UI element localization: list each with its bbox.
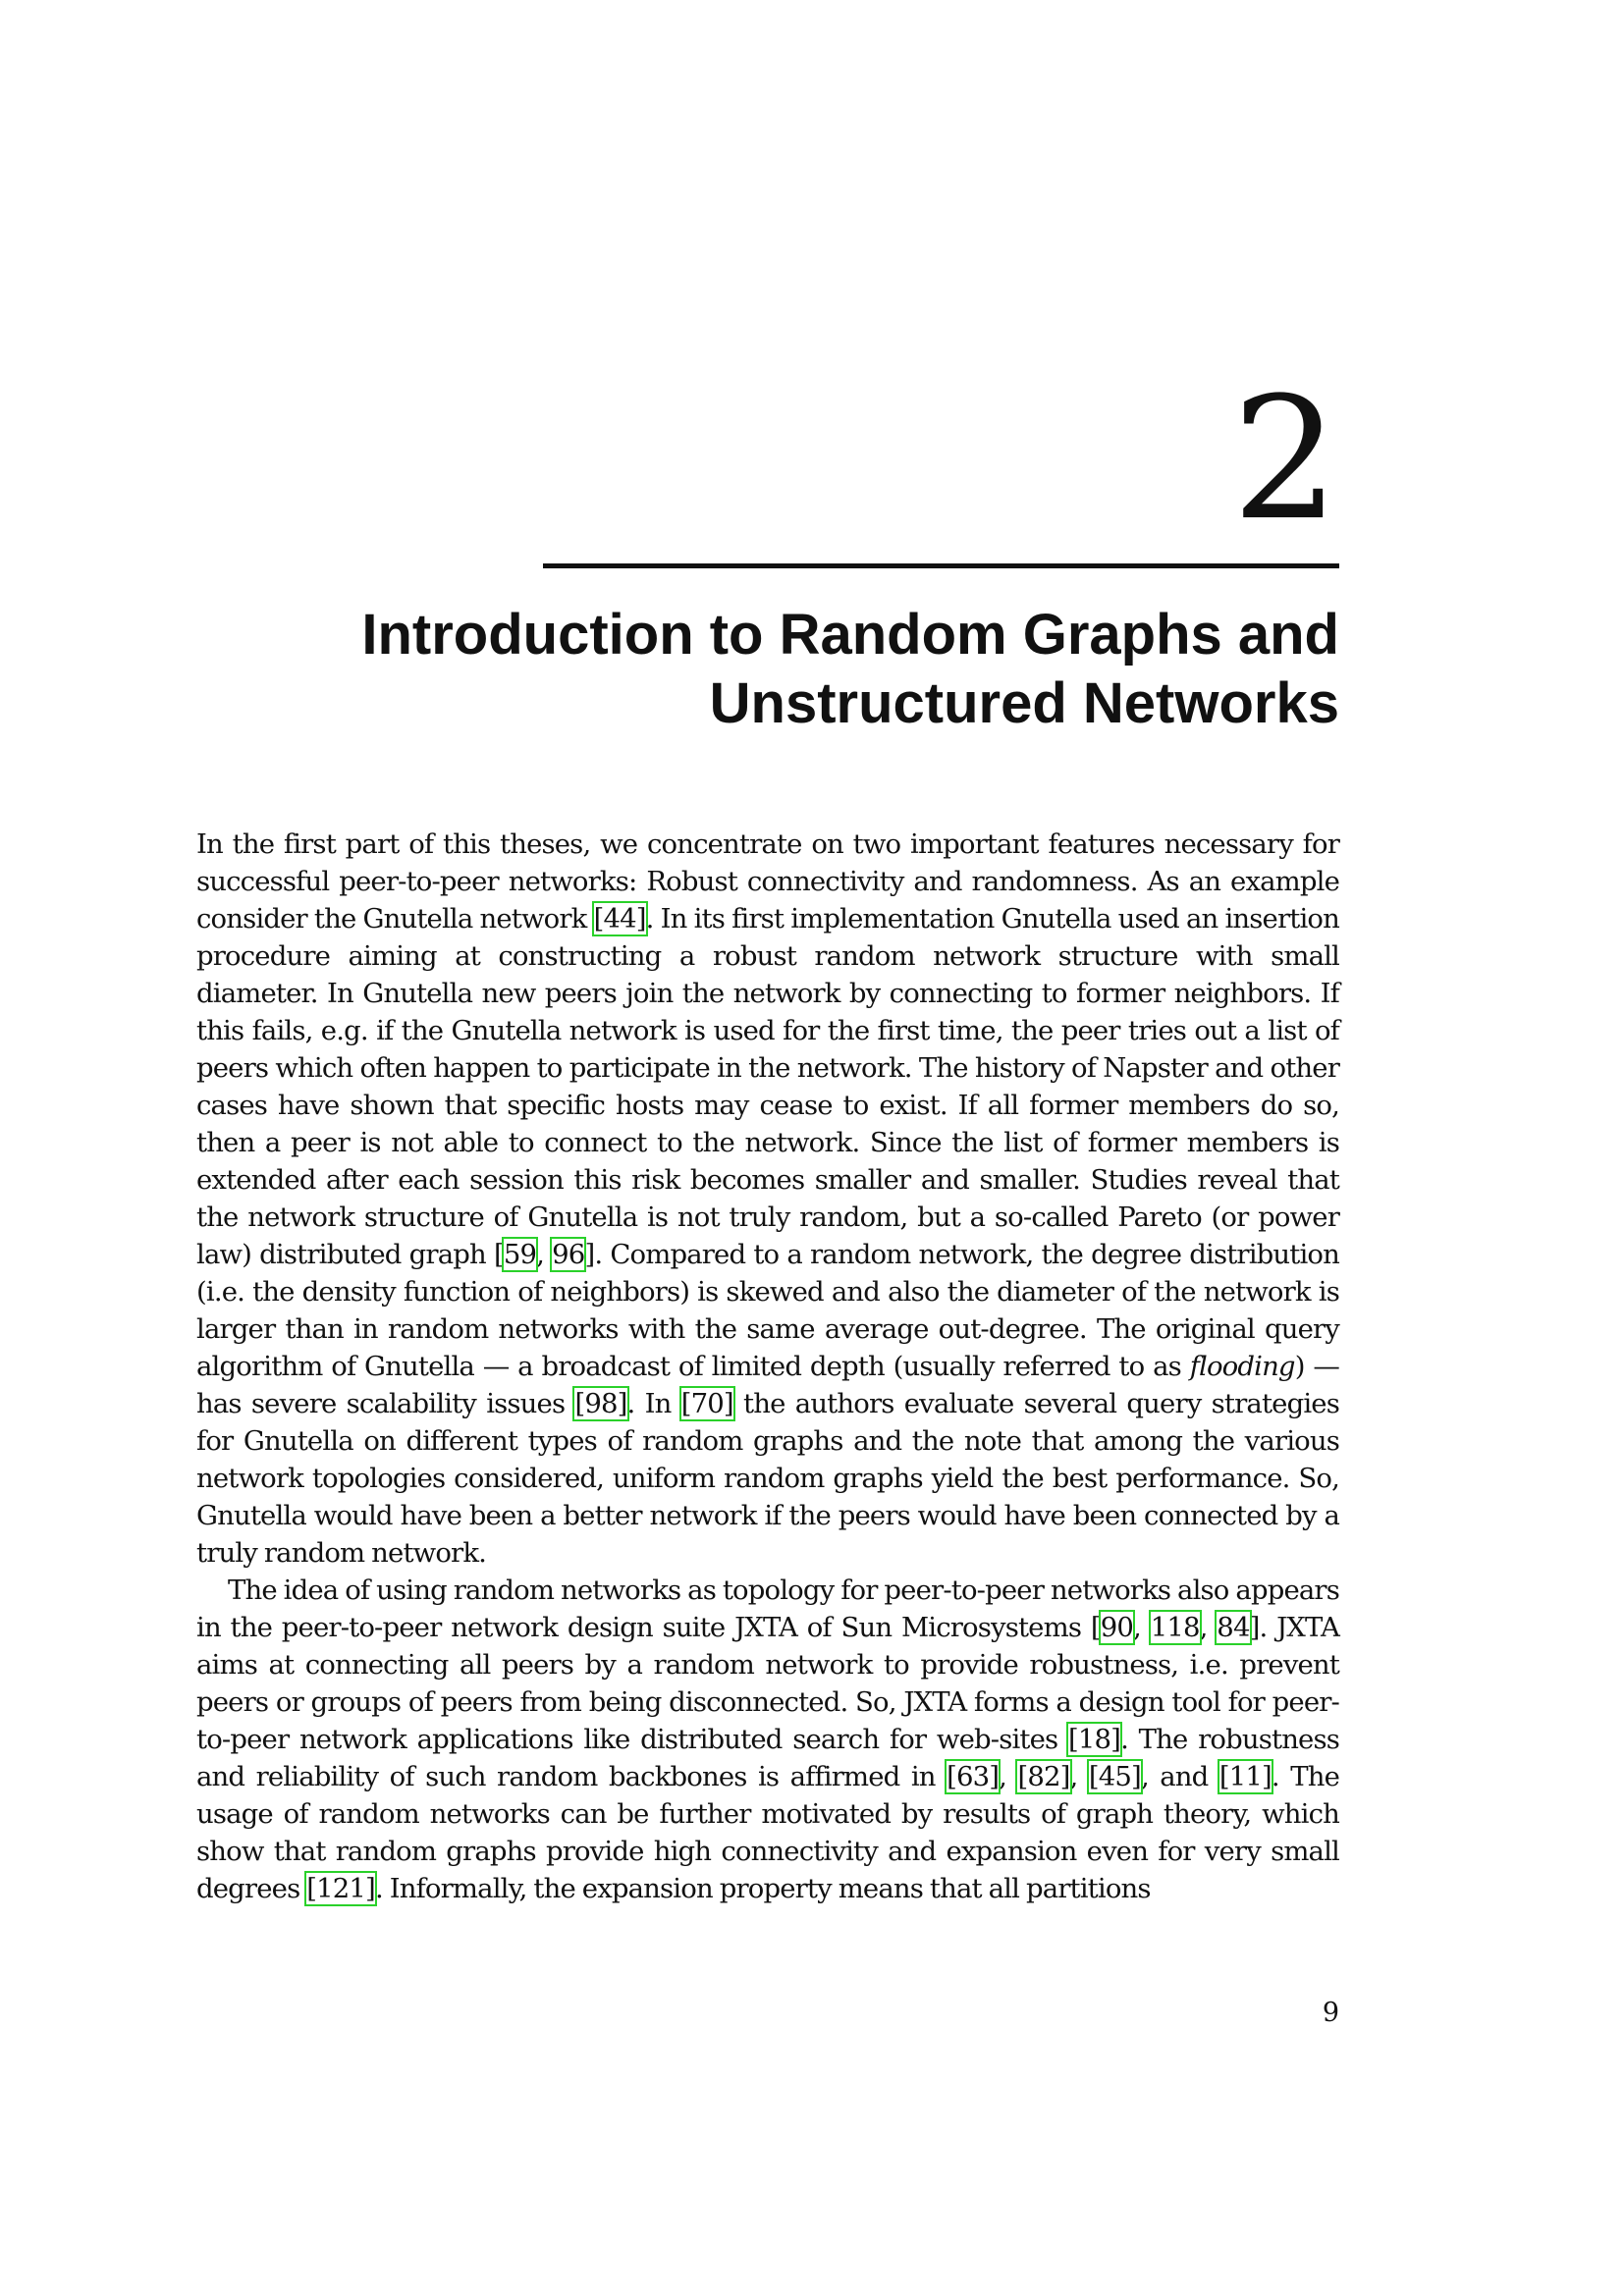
citation-link[interactable]: [44] bbox=[593, 903, 646, 934]
paragraph-2-text: . The robustness and reliability of such random backbones is affirmed in bbox=[196, 1724, 1340, 1792]
citation-link[interactable]: [63] bbox=[947, 1761, 1000, 1792]
citation-link[interactable]: 90 bbox=[1100, 1612, 1134, 1643]
paragraph-2-text: ]. JXTA aims at connecting all peers by a random network to provide robustness, i.e. prevent peers or groups of peers from being disconnected. So, JXTA forms a design tool for peer-to-peer network applications like distributed search for web-sites bbox=[196, 1612, 1340, 1755]
citation-link[interactable]: 96 bbox=[552, 1239, 585, 1270]
citation-link[interactable]: [18] bbox=[1068, 1724, 1121, 1755]
citation-link[interactable]: 118 bbox=[1150, 1612, 1200, 1643]
citation-link[interactable]: [45] bbox=[1088, 1761, 1141, 1792]
citation-separator: , bbox=[999, 1761, 1018, 1792]
chapter-title-line-1: Introduction to Random Graphs and bbox=[361, 603, 1339, 667]
chapter-title bbox=[357, 601, 1339, 738]
paragraph-1-text: the authors evaluate several query strategies for Gnutella on different types of random graphs and the note that among the various network topologies considered, uniform random graphs yield the best performance. So, Gnutella would have been a better network if the peers would have been connected by a truly random network. bbox=[196, 1388, 1339, 1569]
paragraph-1-text: ) — has severe scalability issues bbox=[196, 1351, 1340, 1419]
page-number: 9 bbox=[1322, 1998, 1339, 2028]
paragraph-1-text: . In its first implementation Gnutella used an insertion procedure aiming at constructing a robust random network structure with small diameter. In Gnutella new peers join the network by connecting to former neighbors. If this fails, e.g. if the Gnutella network is used for the first time, the peer tries out a list of peers which often happen to participate in the network. The history of Napster and other cases have shown that specific hosts may cease to exist. If all former members do so, then a peer is not able to connect to the network. Since the list of former members is extended after each session this risk becomes smaller and smaller. Studies reveal that the network structure of Gnutella is not truly random, but a so-called Pareto (or power law) distributed graph [ bbox=[196, 903, 1339, 1270]
paragraph-2-text: . The usage of random networks can be further motivated by results of graph theory, which show that random graphs provide high connectivity and expansion even for very small degrees bbox=[196, 1761, 1339, 1904]
citation-link[interactable]: [98] bbox=[574, 1388, 627, 1419]
chapter-number: 2 bbox=[1231, 360, 1339, 558]
paragraph-2-text: , and bbox=[1140, 1761, 1219, 1792]
chapter-title-line-2: Unstructured Networks bbox=[709, 671, 1339, 735]
citation-link[interactable]: [121] bbox=[306, 1873, 375, 1904]
paragraph-2-text: The idea of using random networks as topology for peer-to-peer networks also appears in the peer-to-peer network design suite JXTA of Sun Microsystems [ bbox=[196, 1575, 1339, 1643]
citation-link[interactable]: 84 bbox=[1217, 1612, 1250, 1643]
paragraph-1 bbox=[196, 826, 1339, 1572]
paragraph-1-text: In the first part of this theses, we concentrate on two important features necessary for successful peer-to-peer networks: Robust connectivity and randomness. As an example consider the Gnutella network bbox=[196, 828, 1339, 934]
citation-separator: , bbox=[536, 1239, 553, 1270]
paragraph-1-text: . In bbox=[626, 1388, 681, 1419]
citation-link[interactable]: [70] bbox=[680, 1388, 733, 1419]
emphasized-term: flooding bbox=[1189, 1351, 1295, 1382]
citation-link[interactable]: [82] bbox=[1017, 1761, 1070, 1792]
citation-separator: , bbox=[1199, 1612, 1218, 1643]
paragraph-2 bbox=[196, 1572, 1339, 1907]
citation-link[interactable]: [11] bbox=[1218, 1761, 1272, 1792]
chapter-rule bbox=[543, 563, 1339, 568]
paragraph-2-text: . Informally, the expansion property means that all partitions bbox=[374, 1873, 1151, 1904]
paragraph-1-text: ]. Compared to a random network, the degree distribution (i.e. the density function of neighbors) is skewed and also the diameter of the network is larger than in random networks with the same average out-degree. The original query algorithm of Gnutella — a broadcast of limited depth (usually referred to as bbox=[196, 1239, 1339, 1382]
body-text bbox=[196, 826, 1339, 1907]
citation-link[interactable]: 59 bbox=[503, 1239, 537, 1270]
citation-separator: , bbox=[1069, 1761, 1089, 1792]
citation-separator: , bbox=[1133, 1612, 1151, 1643]
